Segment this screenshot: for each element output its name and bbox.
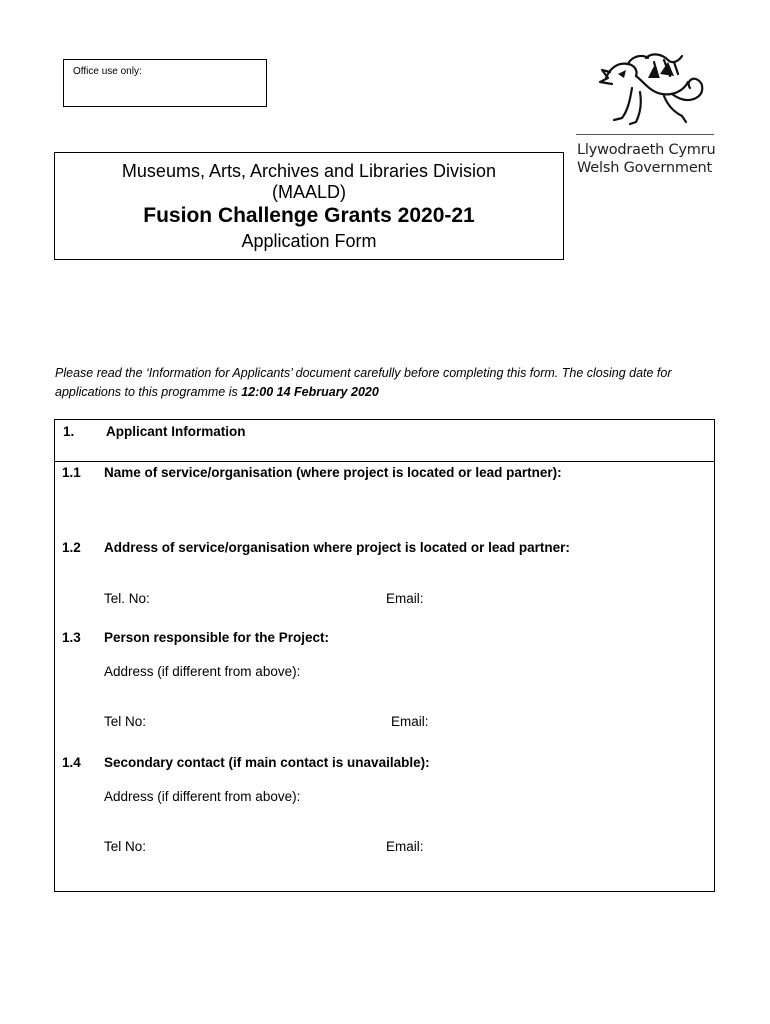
logo-divider bbox=[576, 134, 714, 135]
q4-tel-label: Tel No: bbox=[104, 839, 147, 854]
q3-address-label: Address (if different from above): bbox=[104, 664, 301, 679]
division-name: Museums, Arts, Archives and Libraries Division bbox=[121, 161, 497, 181]
q2-number: 1.2 bbox=[62, 540, 81, 555]
q1-label: Name of service/organisation (where project is located or lead partner): bbox=[104, 465, 562, 480]
office-use-box bbox=[63, 59, 267, 107]
q3-tel-label: Tel No: bbox=[104, 714, 147, 729]
q1-number: 1.1 bbox=[62, 465, 81, 480]
q4-address-label: Address (if different from above): bbox=[104, 789, 301, 804]
division-abbrev: (MAALD) bbox=[271, 182, 346, 202]
section-heading: Applicant Information bbox=[106, 424, 246, 439]
welsh-government-logo bbox=[572, 48, 718, 184]
intro-text: Please read the ‘Information for Applicants’ document carefully before completing this form. The closing date for applications to this programme is bbox=[55, 366, 672, 399]
q3-label: Person responsible for the Project: bbox=[104, 630, 330, 645]
dragon-icon bbox=[588, 48, 708, 130]
applicant-info-table bbox=[54, 419, 715, 892]
page-title: Fusion Challenge Grants 2020-21 bbox=[143, 204, 475, 227]
q2-tel-label: Tel. No: bbox=[104, 591, 150, 606]
logo-text-english: Welsh Government bbox=[577, 160, 713, 176]
deadline-text: 12:00 14 February 2020 bbox=[241, 385, 379, 399]
q3-email-label: Email: bbox=[391, 714, 429, 729]
title-box bbox=[54, 152, 564, 260]
intro-paragraph bbox=[55, 364, 720, 402]
office-use-label: Office use only: bbox=[73, 66, 142, 77]
logo-text-welsh: Llywodraeth Cymru bbox=[577, 142, 716, 158]
q3-number: 1.3 bbox=[62, 630, 81, 645]
table-divider bbox=[55, 461, 714, 462]
q4-number: 1.4 bbox=[62, 755, 81, 770]
q4-email-label: Email: bbox=[386, 839, 424, 854]
q4-label: Secondary contact (if main contact is unavailable): bbox=[104, 755, 430, 770]
form-subtitle: Application Form bbox=[241, 231, 377, 251]
section-number: 1. bbox=[63, 424, 75, 439]
q2-label: Address of service/organisation where project is located or lead partner: bbox=[104, 540, 570, 555]
q2-email-label: Email: bbox=[386, 591, 424, 606]
